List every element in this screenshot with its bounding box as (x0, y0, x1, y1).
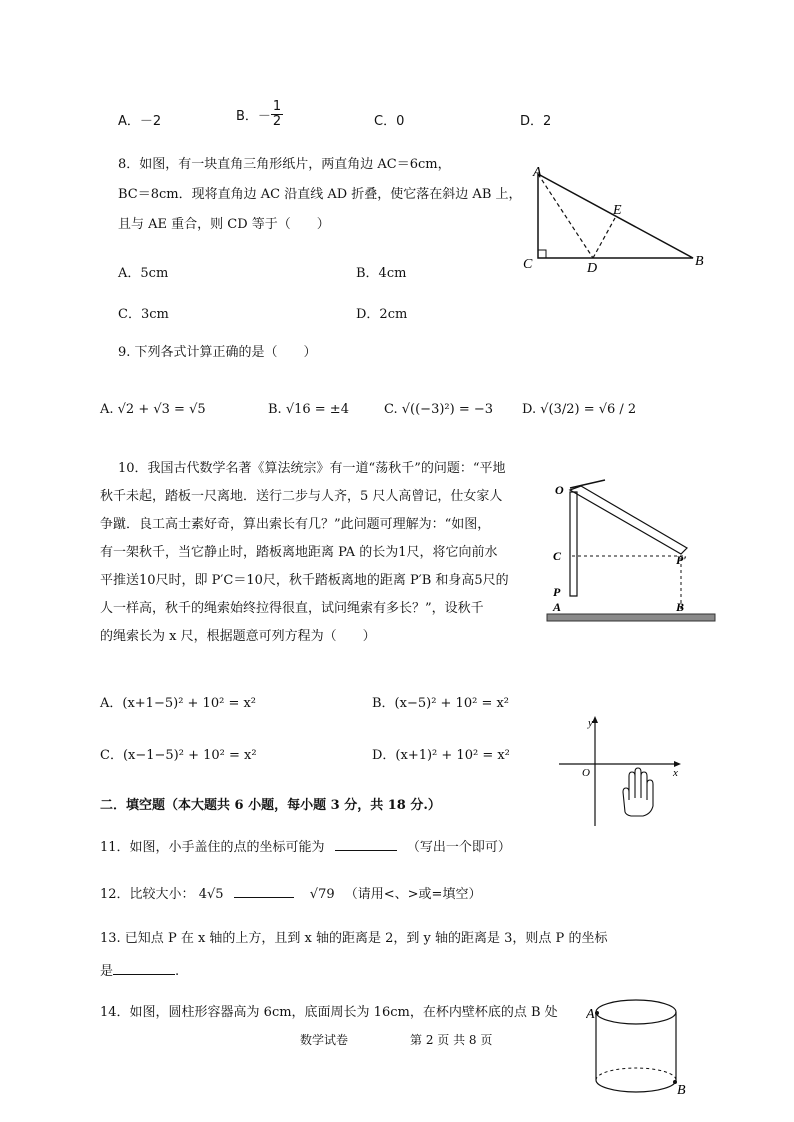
q7-option-d: D．2 (520, 114, 552, 129)
q10-line-1: 10．我国古代数学名著《算法统宗》有一道“荡秋千”的问题：“平地 (118, 461, 506, 476)
label-e: E (613, 203, 622, 218)
footer-page-number: 第 2 页 共 8 页 (410, 1033, 493, 1047)
q7-option-b (236, 100, 283, 129)
q13-line-2-suffix: . (175, 964, 180, 979)
q10-line-3: 争蹴．良工高士素好奇，算出索长有几？”此问题可理解为：“如图， (100, 517, 491, 532)
q14-cylinder-figure (586, 996, 696, 1098)
cylinder-top (596, 1000, 676, 1024)
q8-option-c: C．3cm (118, 307, 169, 322)
label-a: A (553, 600, 562, 614)
rope-pushed (570, 486, 687, 554)
q13-line-2-prefix: 是 (100, 964, 114, 979)
q12-answer-blank[interactable] (234, 883, 294, 898)
q8-line-3: 且与 AE 重合，则 CD 等于（ ） (118, 217, 330, 232)
q11-axes-figure (555, 714, 685, 830)
q10-line-7: 的绳索长为 x 尺，根据题意可列方程为（ ） (100, 629, 376, 644)
q8-triangle-figure (515, 162, 715, 277)
right-angle-mark (538, 250, 546, 258)
q11-hint: （写出一个即可） (406, 840, 511, 855)
q11-line (100, 836, 511, 857)
q10-option-b: B．(x−5)² + 10² = x² (372, 696, 510, 711)
q10-line-4: 有一架秋千，当它静止时，踏板离地距离 PA 的长为1尺，将它向前水 (100, 545, 498, 560)
q9-option-d: D. √(3/2) = √6 / 2 (522, 402, 637, 417)
q10-line-2: 秋千未起，踏板一尺离地．送行二步与人齐，5 尺人高曾记，仕女家人 (100, 489, 503, 504)
q9-option-b: B. √16 = ±4 (268, 402, 349, 417)
label-b: B (677, 1083, 686, 1098)
q13-line-2 (100, 960, 179, 981)
q9-option-a: A. √2 + √3 = √5 (100, 402, 206, 417)
label-y: y (588, 717, 593, 729)
q10-line-5: 平推送10尺时，即 P′C＝10尺，秋千踏板离地的距离 P′B 和身高5尺的 (100, 573, 509, 588)
label-c: C (553, 549, 562, 563)
point-a (595, 1011, 599, 1015)
q10-line-6: 人一样高，秋千的绳索始终拉得很直，试问绳索有多长？”，设秋千 (100, 601, 484, 616)
swing-top-beam (570, 480, 605, 488)
label-o: O (582, 767, 590, 779)
q7-option-a: A．－2 (118, 114, 162, 129)
footer-subject: 数学试卷 (300, 1033, 349, 1047)
y-axis-arrow (592, 716, 598, 723)
q8-line-1: 8．如图，有一块直角三角形纸片，两直角边 AC＝6cm， (118, 157, 451, 172)
label-b: B (695, 254, 704, 269)
label-a: A (586, 1007, 595, 1022)
q13-line-1: 13. 已知点 P 在 x 轴的上方，且到 x 轴的距离是 2，到 y 轴的距离是 3，则点 P 的坐标 (100, 931, 608, 946)
q8-line-2: BC＝8cm．现将直角边 AC 沿直线 AD 折叠，使它落在斜边 AB 上， (118, 187, 522, 202)
q12-line (100, 883, 481, 904)
q9-stem: 9. 下列各式计算正确的是（ ） (118, 345, 317, 360)
hand-icon (623, 768, 653, 816)
q8-option-d: D．2cm (356, 307, 408, 322)
ground (547, 614, 715, 621)
q10-option-c: C．(x−1−5)² + 10² = x² (100, 748, 257, 763)
q10-swing-figure (545, 478, 720, 628)
rope-at-rest (570, 492, 577, 596)
cylinder-bottom-back (596, 1068, 676, 1080)
q10-option-a: A．(x+1−5)² + 10² = x² (100, 696, 257, 711)
q12-left-expr: 4√5 (198, 887, 224, 902)
label-o: O (555, 483, 564, 497)
q8-option-a: A．5cm (118, 266, 169, 281)
q12-right-expr: √79 (309, 887, 335, 902)
label-b: B (676, 600, 685, 614)
q9-option-c: C. √((−3)²) = −3 (384, 402, 494, 417)
label-x: x (673, 767, 678, 779)
q12-prefix: 12．比较大小： (100, 887, 195, 902)
q7-b-numerator: 1 (272, 99, 282, 114)
q11-answer-blank[interactable] (335, 836, 397, 851)
q14-line: 14．如图，圆柱形容器高为 6cm，底面周长为 16cm，在杯内壁杯底的点 B 处 (100, 1005, 558, 1020)
q7-option-c: C．0 (374, 114, 405, 129)
q12-hint: （请用<、>或=填空） (344, 887, 482, 902)
q11-text: 11．如图，小手盖住的点的坐标可能为 (100, 840, 325, 855)
segment-de (593, 218, 615, 258)
label-p: P (553, 585, 561, 599)
label-d: D (587, 261, 598, 276)
label-c: C (523, 257, 533, 272)
q7-option-b-prefix: B．－ (236, 109, 271, 124)
q13-answer-blank[interactable] (113, 960, 175, 975)
q7-option-b-fraction (271, 100, 283, 129)
label-a: A (533, 165, 542, 180)
label-p-prime: P′ (676, 553, 687, 567)
q10-option-d: D．(x+1)² + 10² = x² (372, 748, 510, 763)
q7-b-denominator: 2 (272, 114, 282, 129)
fold-line-ad (538, 174, 593, 258)
section-2-heading: 二．填空题（本大题共 6 小题，每小题 3 分，共 18 分.） (100, 798, 441, 813)
cylinder-bottom-front (596, 1080, 676, 1092)
q8-option-b: B．4cm (356, 266, 407, 281)
